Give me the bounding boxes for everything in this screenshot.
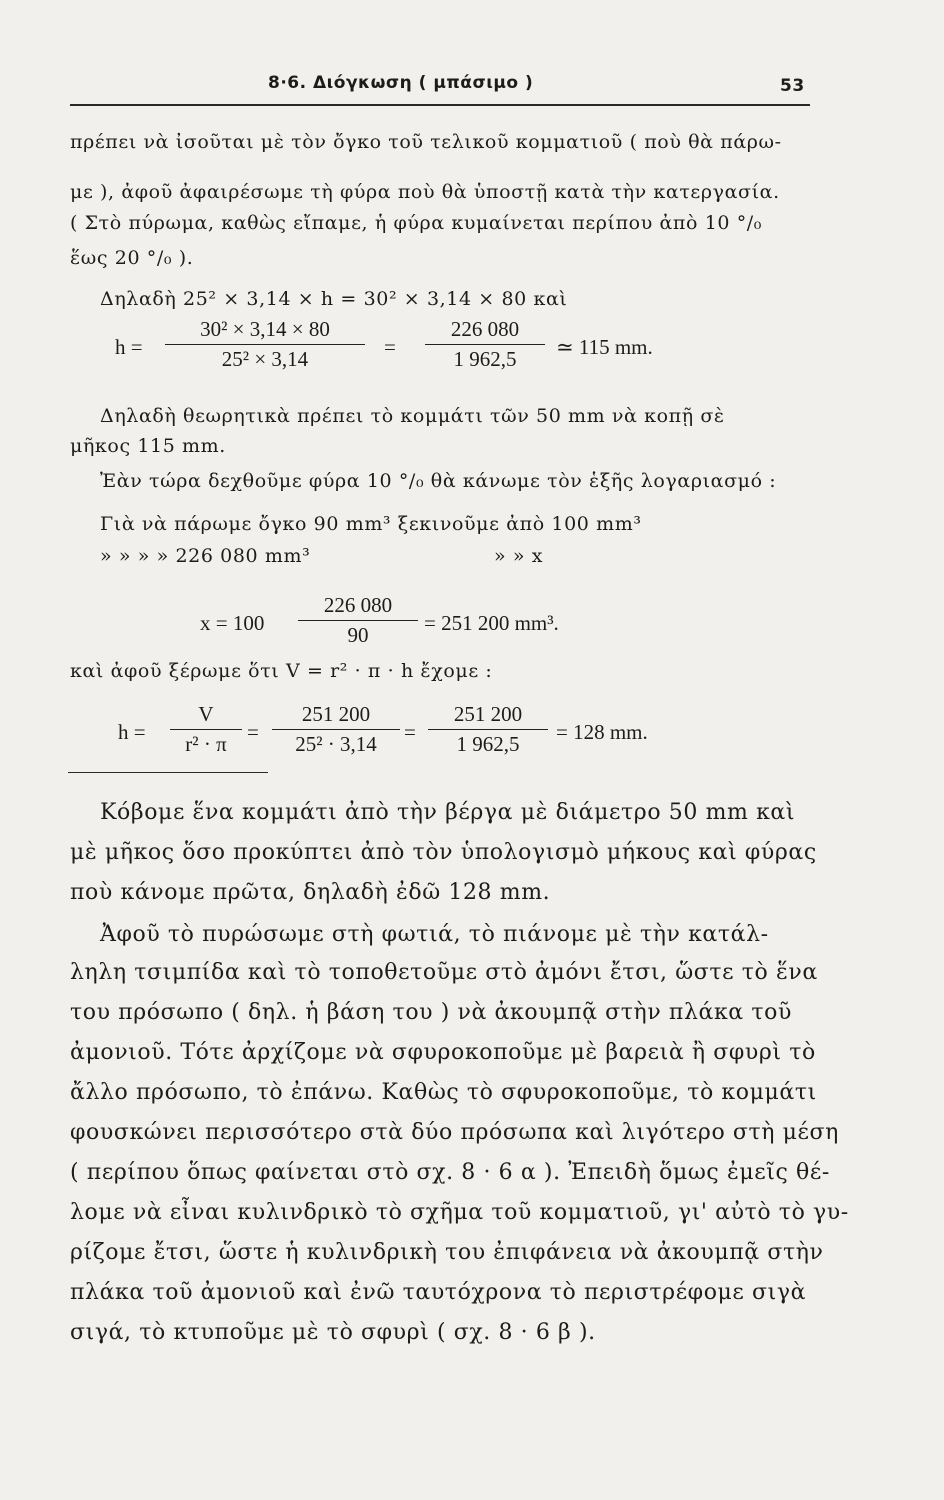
- equals-sign: =: [404, 720, 416, 744]
- fraction-bar: [428, 729, 548, 730]
- paragraph-line: σιγά, τὸ κτυποῦμε μὲ τὸ σφυρὶ ( σχ. 8 · 6 β ).: [70, 1320, 596, 1345]
- fraction-numerator: 226 080: [450, 317, 520, 341]
- text-line: Δηλαδὴ 25² × 3,14 × h = 30² × 3,14 × 80 καὶ: [100, 288, 568, 310]
- fraction-numerator: 251 200: [301, 702, 371, 726]
- paragraph-line: μὲ μῆκος ὅσο προκύπτει ἀπὸ τὸν ὑπολογισμὸ μήκους καὶ φύρας: [70, 840, 817, 865]
- paragraph-line: ποὺ κάνομε πρῶτα, δηλαδὴ ἐδῶ 128 mm.: [70, 880, 551, 905]
- paragraph-line: ρίζομε ἔτσι, ὥστε ἡ κυλινδρικὴ του ἐπιφάνεια νὰ ἀκουμπᾷ στὴν: [70, 1240, 824, 1265]
- fraction-denominator: 90: [347, 623, 369, 648]
- fraction-bar: [425, 344, 545, 345]
- fraction-bar: [298, 620, 418, 621]
- equation-3-fraction-2: [272, 702, 400, 757]
- separator-rule: [68, 772, 268, 773]
- fraction-denominator: 1 962,5: [456, 732, 520, 757]
- text-line: Ἐὰν τώρα δεχθοῦμε φύρα 10 °/₀ θὰ κάνωμε τὸν ἑξῆς λογαριασμό :: [100, 470, 777, 492]
- equation-2-lhs: x = 100: [200, 611, 265, 635]
- text-line: πρέπει νὰ ἰσοῦται μὲ τὸν ὄγκο τοῦ τελικοῦ κομματιοῦ ( ποὺ θὰ πάρω-: [70, 131, 782, 153]
- text-line: μῆκος 115 mm.: [70, 435, 226, 457]
- fraction-bar: [272, 729, 400, 730]
- fraction-denominator: 25² · 3,14: [295, 732, 377, 757]
- fraction-numerator: 251 200: [453, 702, 523, 726]
- section-title: 8·6. Διόγκωση ( μπάσιμο ): [268, 73, 534, 93]
- fraction-numerator: V: [198, 702, 214, 726]
- fraction-numerator: 30² × 3,14 × 80: [200, 317, 330, 341]
- paragraph-line: ( περίπου ὅπως φαίνεται στὸ σχ. 8 · 6 α ). Ἐπειδὴ ὅμως ἐμεῖς θέ-: [70, 1160, 830, 1185]
- header-rule: [70, 104, 810, 106]
- paragraph-line: Κόβομε ἕνα κομμάτι ἀπὸ τὴν βέργα μὲ διάμετρο 50 mm καὶ: [100, 800, 796, 825]
- paragraph-line: του πρόσωπο ( δηλ. ἡ βάση του ) νὰ ἀκουμπᾷ στὴν πλάκα τοῦ: [70, 1000, 792, 1025]
- equation-3-result: = 128 mm.: [556, 720, 648, 744]
- equation-1-fraction-2: [425, 317, 545, 372]
- text-line: » » x: [494, 545, 544, 567]
- text-line: Γιὰ νὰ πάρωμε ὄγκο 90 mm³ ξεκινοῦμε ἀπὸ 100 mm³: [100, 513, 642, 535]
- text-line: καὶ ἀφοῦ ξέρωμε ὅτι V = r² · π · h ἔχομε :: [70, 660, 493, 682]
- paragraph-line: λομε νὰ εἶναι κυλινδρικὸ τὸ σχῆμα τοῦ κομματιοῦ, γι' αὐτὸ τὸ γυ-: [70, 1200, 849, 1225]
- equation-1-fraction-1: [165, 317, 365, 372]
- equals-sign: =: [247, 720, 259, 744]
- paragraph-line: φουσκώνει περισσότερο στὰ δύο πρόσωπα καὶ λιγότερο στὴ μέση: [70, 1120, 839, 1145]
- equals-sign: =: [384, 335, 396, 359]
- fraction-numerator: 226 080: [323, 593, 393, 617]
- page-number: 53: [780, 76, 805, 96]
- paragraph-line: ἄλλο πρόσωπο, τὸ ἐπάνω. Καθὼς τὸ σφυροκοποῦμε, τὸ κομμάτι: [70, 1080, 817, 1105]
- paragraph-line: Ἀφοῦ τὸ πυρώσωμε στὴ φωτιά, τὸ πιάνομε μὲ τὴν κατάλ-: [100, 922, 769, 947]
- equation-2-result: = 251 200 mm³.: [424, 611, 559, 635]
- paragraph-line: πλάκα τοῦ ἀμονιοῦ καὶ ἐνῶ ταυτόχρονα τὸ περιστρέφομε σιγὰ: [70, 1280, 807, 1305]
- text-line: ( Στὸ πύρωμα, καθὼς εἴπαμε, ἡ φύρα κυμαίνεται περίπου ἀπὸ 10 °/₀: [70, 212, 763, 234]
- fraction-bar: [165, 344, 365, 345]
- fraction-bar: [170, 729, 242, 730]
- paragraph-line: ληλη τσιμπίδα καὶ τὸ τοποθετοῦμε στὸ ἀμόνι ἔτσι, ὥστε τὸ ἕνα: [70, 960, 818, 985]
- equation-2-fraction: [298, 593, 418, 648]
- paragraph-line: ἀμονιοῦ. Τότε ἀρχίζομε νὰ σφυροκοποῦμε μὲ βαρειὰ ἢ σφυρὶ τὸ: [70, 1040, 816, 1065]
- text-line: με ), ἀφοῦ ἀφαιρέσωμε τὴ φύρα ποὺ θὰ ὑποστῇ κατὰ τὴν κατεργασία.: [70, 181, 780, 203]
- equation-1-result: ≃ 115 mm.: [556, 335, 653, 359]
- equation-3-fraction-1: [170, 702, 242, 757]
- fraction-denominator: r² · π: [185, 732, 227, 757]
- equation-3-fraction-3: [428, 702, 548, 757]
- text-line: ἕως 20 °/₀ ).: [70, 247, 194, 269]
- fraction-denominator: 1 962,5: [453, 347, 517, 372]
- equation-3-lhs: h =: [118, 720, 146, 744]
- fraction-denominator: 25² × 3,14: [221, 347, 309, 372]
- equation-1-lhs: h =: [115, 335, 143, 359]
- text-line: Δηλαδὴ θεωρητικὰ πρέπει τὸ κομμάτι τῶν 50 mm νὰ κοπῇ σὲ: [100, 405, 725, 427]
- text-line: » » » » 226 080 mm³: [100, 545, 311, 567]
